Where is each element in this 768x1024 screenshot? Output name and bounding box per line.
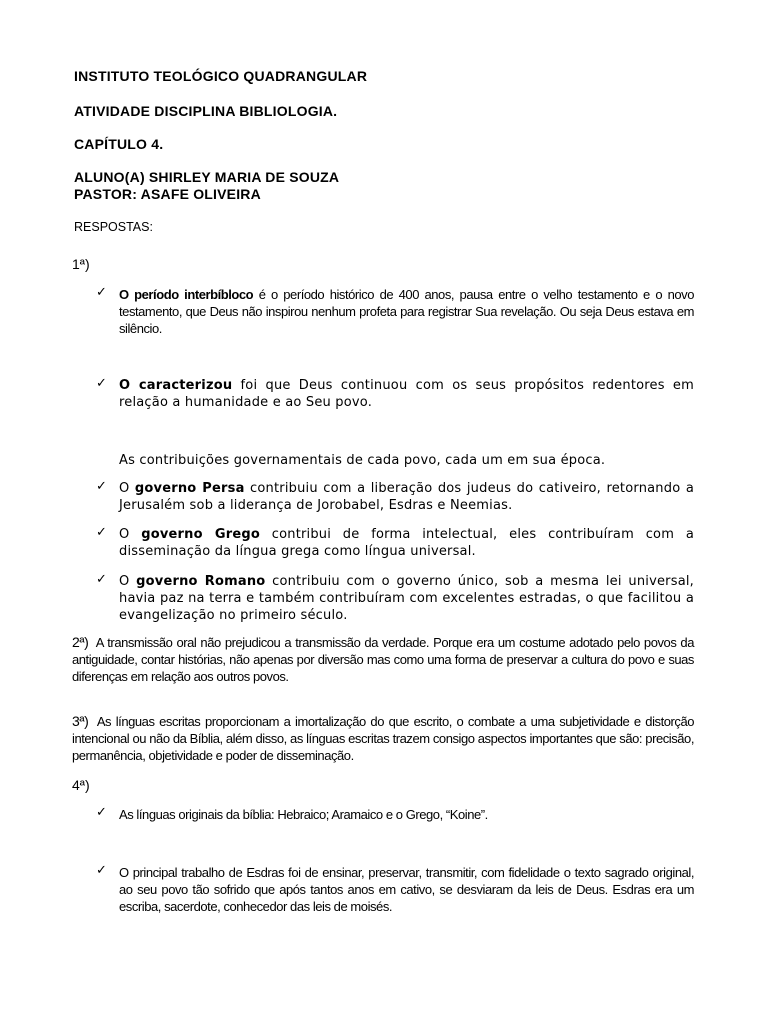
institute-title: INSTITUTO TEOLÓGICO QUADRANGULAR <box>74 68 368 84</box>
check-icon: ✓ <box>96 805 107 820</box>
q1-item-bold: O caracterizou <box>119 378 233 393</box>
government-text: contribuiu com o governo único, sob a mesma lei universal, havia paz na terra e também contribuíram com excelentes estradas, o que facilitou a evangelização no primeiro século. <box>119 574 695 623</box>
activity-title: ATIVIDADE DISCIPLINA BIBLIOLOGIA. <box>74 103 338 119</box>
government-text: contribui de forma intelectual, eles contribuíram com a disseminação da língua grega como língua universal. <box>119 527 694 559</box>
check-icon: ✓ <box>96 479 107 494</box>
check-icon: ✓ <box>96 285 107 300</box>
government-persa <box>119 480 694 514</box>
question-3 <box>72 713 694 764</box>
government-prefix: O <box>119 574 137 589</box>
question-3-text: As línguas escritas proporcionam a imortalização do que escrito, o combate a uma subjetividade e distorção intencional ou não da Bíblia, além disso, as línguas escritas trazem consigo aspectos importantes que são: precisão, permanência, objetividade e poder de disseminação. <box>72 714 695 763</box>
question-4-number: 4ª) <box>72 777 90 793</box>
government-prefix: O <box>119 527 142 542</box>
government-name: governo Persa <box>134 481 245 496</box>
q1-item-bold: O período interbíbloco <box>119 287 254 302</box>
question-2-text: A transmissão oral não prejudicou a transmissão da verdade. Porque era um costume adotado pelo povos da antiguidade, contar histórias, não apenas por diversão mas como uma forma de preservar a cultura do povo e suas diferenças em relação aos outros povos. <box>72 635 694 684</box>
chapter-title: CAPÍTULO 4. <box>74 136 164 152</box>
check-icon: ✓ <box>96 572 107 587</box>
answers-label: RESPOSTAS: <box>74 220 153 234</box>
contributions-intro: As contribuições governamentais de cada povo, cada um em sua época. <box>119 453 606 468</box>
q1-item-interbiblico <box>119 286 694 337</box>
q4-item-esdras: O principal trabalho de Esdras foi de ensinar, preservar, transmitir, com fidelidade o texto sagrado original, ao seu povo tão sofrido que após tantos anos em cativo, se desviaram da leis de Deus. Esdras era um escriba, sacerdote, conhecedor das leis de moisés. <box>119 865 694 914</box>
government-text: contribuiu com a liberação dos judeus do cativeiro, retornando a Jerusalém sob a liderança de Jorobabel, Esdras e Neemias. <box>119 481 694 513</box>
check-icon: ✓ <box>96 376 107 391</box>
question-2-number: 2ª) <box>72 634 89 650</box>
government-romano <box>119 573 694 624</box>
question-2 <box>72 634 694 685</box>
student-name: ALUNO(A) SHIRLEY MARIA DE SOUZA <box>74 169 340 185</box>
pastor-name: PASTOR: ASAFE OLIVEIRA <box>74 186 261 202</box>
question-1-number: 1ª) <box>72 256 90 272</box>
q4-item-languages: As línguas originais da bíblia: Hebraico; Aramaico e o Grego, “Koine”. <box>119 807 488 822</box>
government-name: governo Grego <box>141 527 260 542</box>
government-prefix: O <box>119 481 135 496</box>
check-icon: ✓ <box>96 863 107 878</box>
q1-item-text: foi que Deus continuou com os seus propósitos redentores em relação a humanidade e ao Seu povo. <box>119 378 694 410</box>
check-icon: ✓ <box>96 525 107 540</box>
q1-item-caracterizou <box>119 377 694 411</box>
government-grego <box>119 526 694 560</box>
q1-item-text: é o período histórico de 400 anos, pausa entre o velho testamento e o novo testamento, que Deus não inspirou nenhum profeta para registrar Sua revelação. Ou seja Deus estava em silêncio. <box>119 287 694 336</box>
question-3-number: 3ª) <box>72 713 89 729</box>
government-name: governo Romano <box>136 574 266 589</box>
